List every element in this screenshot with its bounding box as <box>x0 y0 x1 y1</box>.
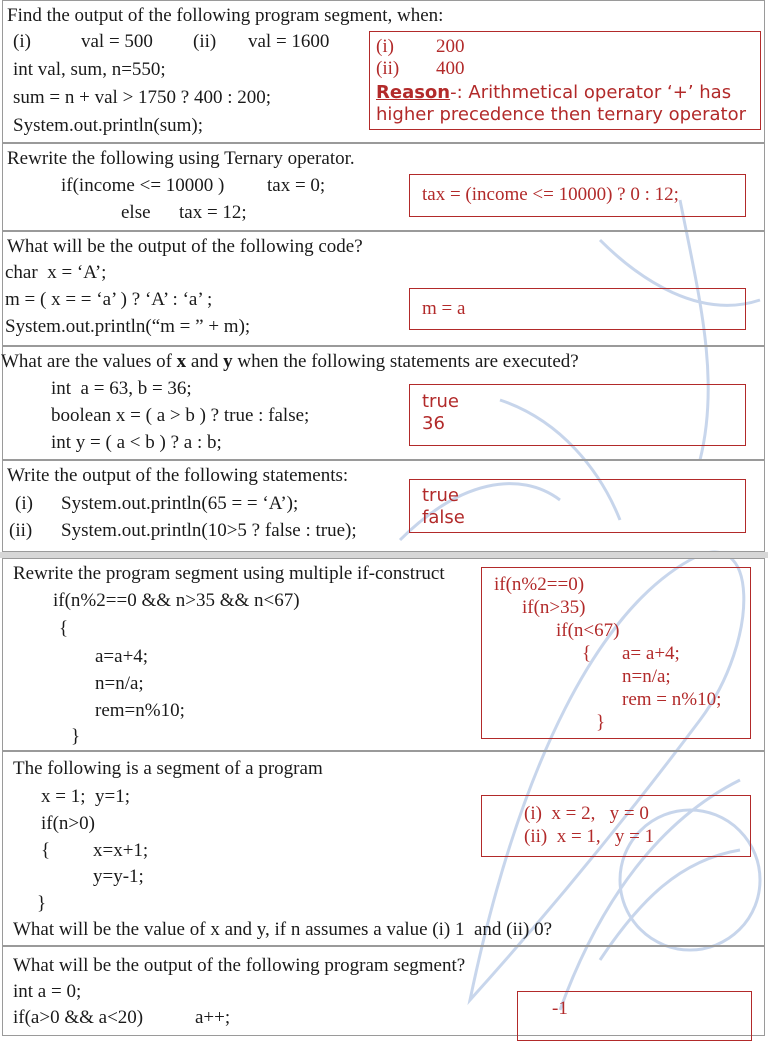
answer-text: false <box>422 507 465 528</box>
q1-case-ii-value: val = 1600 <box>248 31 330 52</box>
q5-case-label: (i) <box>15 493 33 514</box>
q7-answer-box <box>481 795 751 857</box>
reason-line <box>376 82 731 104</box>
q4-text-part: and <box>186 351 224 372</box>
q5-answer-box <box>409 479 746 533</box>
reason-text: -: Arithmetical operator ‘+’ has <box>450 82 732 103</box>
q1-text: Find the output of the following program segment, when: <box>7 5 444 26</box>
q4-var-y: y <box>223 351 233 372</box>
q6-answer-box <box>481 567 751 739</box>
q1-code-line: int val, sum, n=550; <box>13 59 166 80</box>
q7-question-text: What will be the value of x and y, if n assumes a value (i) 1 and (ii) 0? <box>13 919 553 940</box>
q4-var-x: x <box>176 351 187 372</box>
q8-answer-box <box>517 991 752 1041</box>
answer-text: if(n%2==0) <box>494 574 585 595</box>
answer-text: (i) x = 2, y = 0 <box>524 803 649 824</box>
q3-answer-box <box>409 288 746 330</box>
q5-case-label: (ii) <box>9 520 33 541</box>
q6-code-line: a=a+4; <box>95 646 149 667</box>
answer-text: n=n/a; <box>622 666 671 687</box>
q4-answer-box <box>409 384 746 446</box>
q6-code-line: rem=n%10; <box>95 700 185 721</box>
answer-text: if(n<67) <box>556 620 620 641</box>
question-3 <box>2 231 765 346</box>
q7-code-line: } <box>37 893 47 914</box>
question-1 <box>2 0 765 143</box>
q4-text-part: when the following statements are executed? <box>232 351 579 372</box>
q3-text: What will be the output of the following code? <box>7 236 363 257</box>
answer-text: -1 <box>552 998 568 1019</box>
q5-code-line: System.out.println(10>5 ? false : true); <box>61 520 357 541</box>
q2-code-line: tax = 0; <box>267 175 326 196</box>
q2-code-line: else <box>121 202 151 223</box>
q7-code-line: y=y-1; <box>93 866 144 887</box>
answer-text: 400 <box>436 58 465 79</box>
answer-text: (ii) <box>376 58 400 79</box>
q1-case-i-value: val = 500 <box>81 31 153 52</box>
q1-case-ii-label: (ii) <box>193 31 217 52</box>
q1-code-line: sum = n + val > 1750 ? 400 : 200; <box>13 87 272 108</box>
q1-case-i-label: (i) <box>13 31 31 52</box>
q7-text: The following is a segment of a program <box>13 758 323 779</box>
q7-code-line: x = 1; y=1; <box>41 786 130 807</box>
q6-text: Rewrite the program segment using multiple if-construct <box>13 563 445 584</box>
q6-code-line: } <box>71 726 81 747</box>
answer-text: 36 <box>422 413 445 434</box>
reason-label: Reason <box>376 82 451 103</box>
q8-code-line: int a = 0; <box>13 981 82 1002</box>
q3-code-line: m = ( x = = ‘a’ ) ? ‘A’ : ‘a’ ; <box>5 289 213 310</box>
q7-code-line: if(n>0) <box>41 813 95 834</box>
answer-text: } <box>596 712 606 733</box>
q1-answer-box <box>369 31 761 130</box>
q8-text: What will be the output of the following program segment? <box>13 955 466 976</box>
question-5 <box>2 460 765 552</box>
question-2 <box>2 143 765 231</box>
q8-code-line: if(a>0 && a<20) <box>13 1007 144 1028</box>
q6-code-line: { <box>59 618 69 639</box>
answer-text: tax = (income <= 10000) ? 0 : 12; <box>422 184 679 205</box>
answer-text: 200 <box>436 36 465 57</box>
q2-code-line: tax = 12; <box>179 202 247 223</box>
answer-text: a= a+4; <box>622 643 680 664</box>
q4-text-part: What are the values of <box>1 351 177 372</box>
question-4 <box>2 346 765 460</box>
answer-text: if(n>35) <box>522 597 586 618</box>
q3-code-line: System.out.println(“m = ” + m); <box>5 316 251 337</box>
q3-code-line: char x = ‘A’; <box>5 262 107 283</box>
q2-answer-box <box>409 174 746 217</box>
q1-code-line: System.out.println(sum); <box>13 115 203 136</box>
q8-code-line: a++; <box>195 1007 231 1028</box>
answer-text: true <box>422 485 459 506</box>
answer-text: { <box>582 643 592 664</box>
q4-code-line: boolean x = ( a > b ) ? true : false; <box>51 405 310 426</box>
answer-text: (i) <box>376 36 394 57</box>
answer-text: true <box>422 391 459 412</box>
q6-code-line: if(n%2==0 && n>35 && n<67) <box>53 590 300 611</box>
q2-text: Rewrite the following using Ternary operator. <box>7 148 355 169</box>
question-7 <box>2 751 765 946</box>
answer-text: (ii) x = 1, y = 1 <box>524 826 655 847</box>
q5-code-line: System.out.println(65 = = ‘A’); <box>61 493 299 514</box>
q5-text: Write the output of the following statements: <box>7 465 349 486</box>
q2-code-line: if(income <= 10000 ) <box>61 175 225 196</box>
question-6 <box>2 558 765 751</box>
q6-code-line: n=n/a; <box>95 673 144 694</box>
q7-code-line: x=x+1; <box>93 840 149 861</box>
q4-code-line: int a = 63, b = 36; <box>51 378 192 399</box>
answer-text: rem = n%10; <box>622 689 722 710</box>
reason-text: higher precedence then ternary operator <box>376 104 747 125</box>
question-8 <box>2 946 765 1036</box>
q4-code-line: int y = ( a < b ) ? a : b; <box>51 432 222 453</box>
q7-code-line: { <box>41 840 51 861</box>
q4-text <box>1 351 579 373</box>
answer-text: m = a <box>422 298 466 319</box>
